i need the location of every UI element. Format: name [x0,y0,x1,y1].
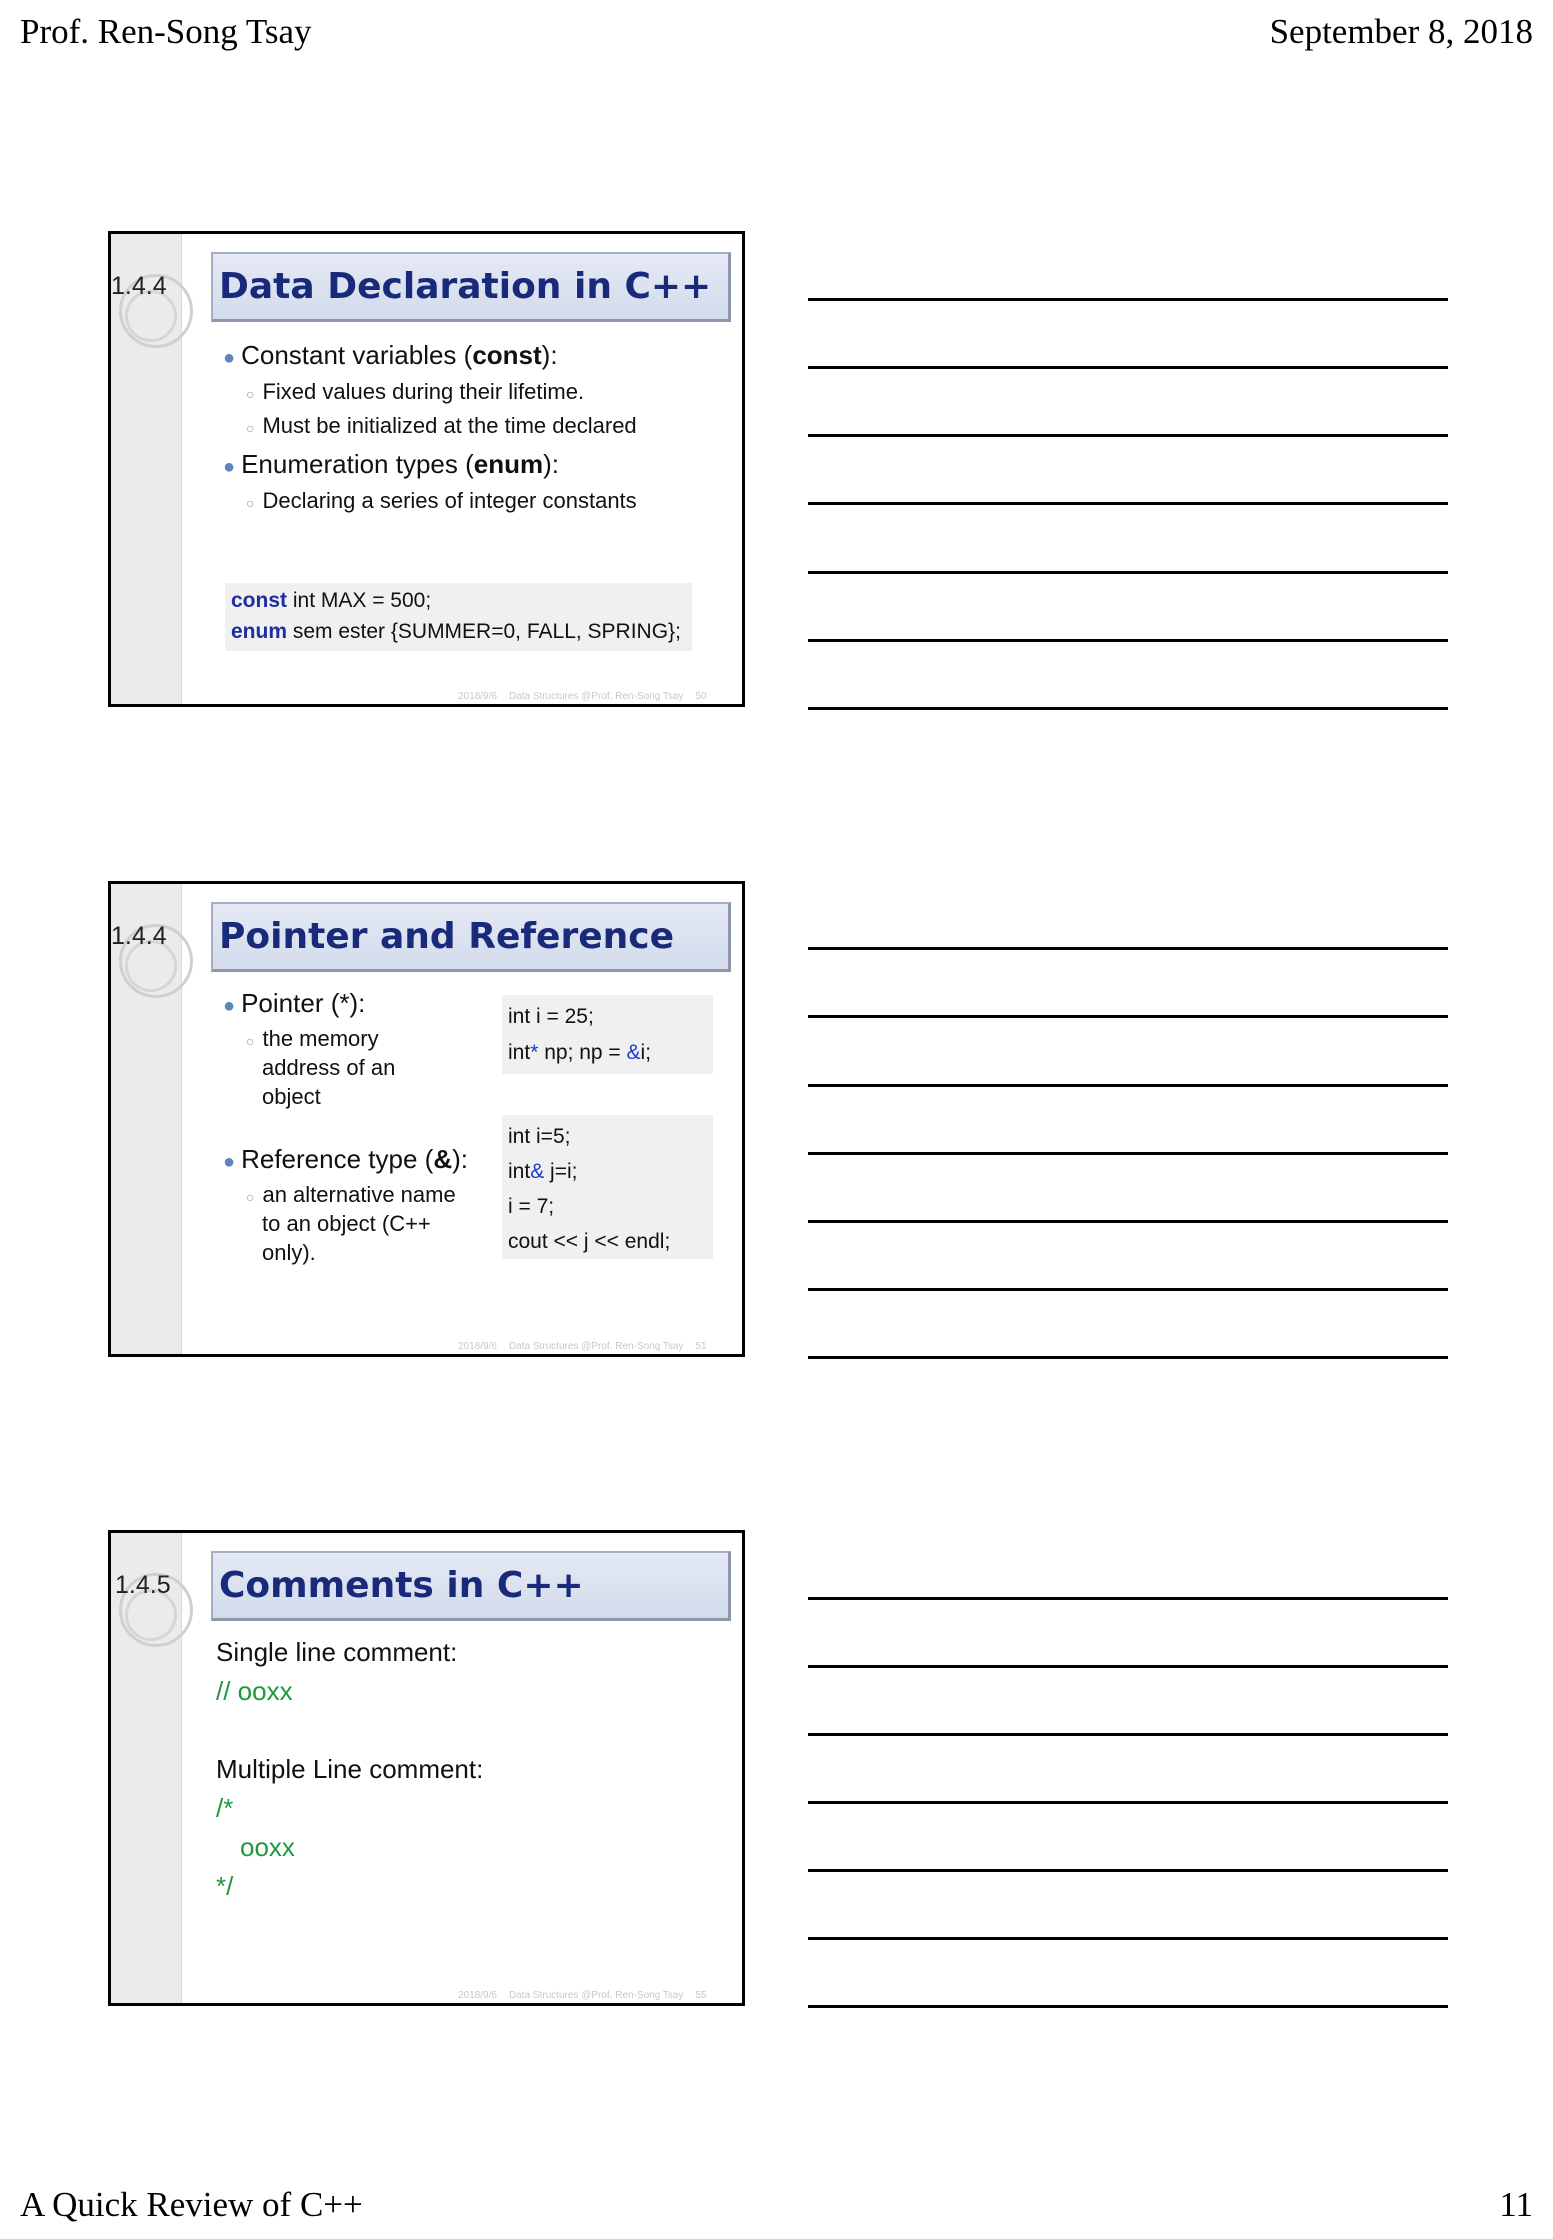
header-author: Prof. Ren-Song Tsay [20,12,312,51]
sub-bullet-continued: address of an [262,1055,396,1080]
sub-bullet: ○ Must be initialized at the time declared [246,413,637,438]
note-line [808,1801,1448,1804]
note-line [808,1015,1448,1018]
section-number: 1.4.4 [111,272,167,300]
slide-title-box [211,1551,731,1621]
note-line [808,1733,1448,1736]
page-number: 11 [1499,2185,1533,2224]
slide-footer: 2018/9/6 Data Structures @Prof. Ren-Song Tsay 55 [458,1990,707,2001]
multi-line-close: */ [216,1871,234,1901]
sub-bullet: ○ Declaring a series of integer constants [246,488,637,513]
slide-data-declaration [108,231,745,707]
sub-bullet-icon: ○ [246,495,255,511]
slide-footer: 2018/9/6 Data Structures @Prof. Ren-Song Tsay 50 [458,691,707,702]
slide-footer: 2018/9/6 Data Structures @Prof. Ren-Song Tsay 51 [458,1341,707,1352]
multi-line-open: /* [216,1793,234,1823]
note-line [808,502,1448,505]
bullet-reference-type: ● Reference type (&): [223,1144,468,1174]
slide-comments [108,1530,745,2006]
note-line [808,1288,1448,1291]
bullet-pointer: ● Pointer (*): [223,988,366,1018]
note-line [808,1084,1448,1087]
sub-bullet: ○ Fixed values during their lifetime. [246,379,585,404]
slide-title: Data Declaration in C++ [219,266,712,307]
slide-title-box [211,252,731,322]
bullet-constant-variables: ● Constant variables (const): [223,340,558,370]
note-line [808,1597,1448,1600]
note-line [808,1665,1448,1668]
sub-bullet: ○ the memory [246,1026,379,1051]
multi-line-body: ooxx [240,1832,295,1862]
note-line [808,1356,1448,1359]
note-line [808,366,1448,369]
header-date: September 8, 2018 [1269,12,1533,51]
sub-bullet-icon: ○ [246,420,255,436]
sub-bullet-icon: ○ [246,1033,255,1049]
note-line [808,947,1448,950]
sub-bullet-continued: object [262,1084,321,1109]
bullet-icon: ● [223,456,236,478]
multi-line-label: Multiple Line comment: [216,1754,484,1784]
bullet-enumeration-types: ● Enumeration types (enum): [223,449,559,479]
note-line [808,1152,1448,1155]
slide-pointer-reference [108,881,745,1357]
note-line [808,1220,1448,1223]
note-line [808,1937,1448,1940]
note-line [808,2005,1448,2008]
code-block: const int MAX = 500; enum sem ester {SUMMER=0, FALL, SPRING}; [225,583,692,651]
code-block-reference: int i=5; int& j=i; i = 7; cout << j << endl; [502,1115,713,1259]
sub-bullet: ○ an alternative name [246,1182,456,1207]
note-line [808,298,1448,301]
note-line [808,434,1448,437]
single-line-label: Single line comment: [216,1637,458,1667]
sub-bullet-continued: to an object (C++ [262,1211,431,1236]
note-line [808,707,1448,710]
slide-title-box [211,902,731,972]
code-block-pointer: int i = 25; int* np; np = &i; [502,995,713,1074]
section-number: 1.4.5 [115,1571,171,1599]
section-number: 1.4.4 [111,922,167,950]
sub-bullet-continued: only). [262,1240,316,1265]
slide-title: Comments in C++ [219,1565,584,1606]
footer-title: A Quick Review of C++ [20,2185,363,2224]
bullet-icon: ● [223,1151,236,1173]
single-line-code: // ooxx [216,1676,293,1706]
note-line [808,571,1448,574]
note-line [808,1869,1448,1872]
bullet-icon: ● [223,995,236,1017]
sub-bullet-icon: ○ [246,1189,255,1205]
sub-bullet-icon: ○ [246,386,255,402]
note-line [808,639,1448,642]
bullet-icon: ● [223,347,236,369]
slide-title: Pointer and Reference [219,916,674,957]
